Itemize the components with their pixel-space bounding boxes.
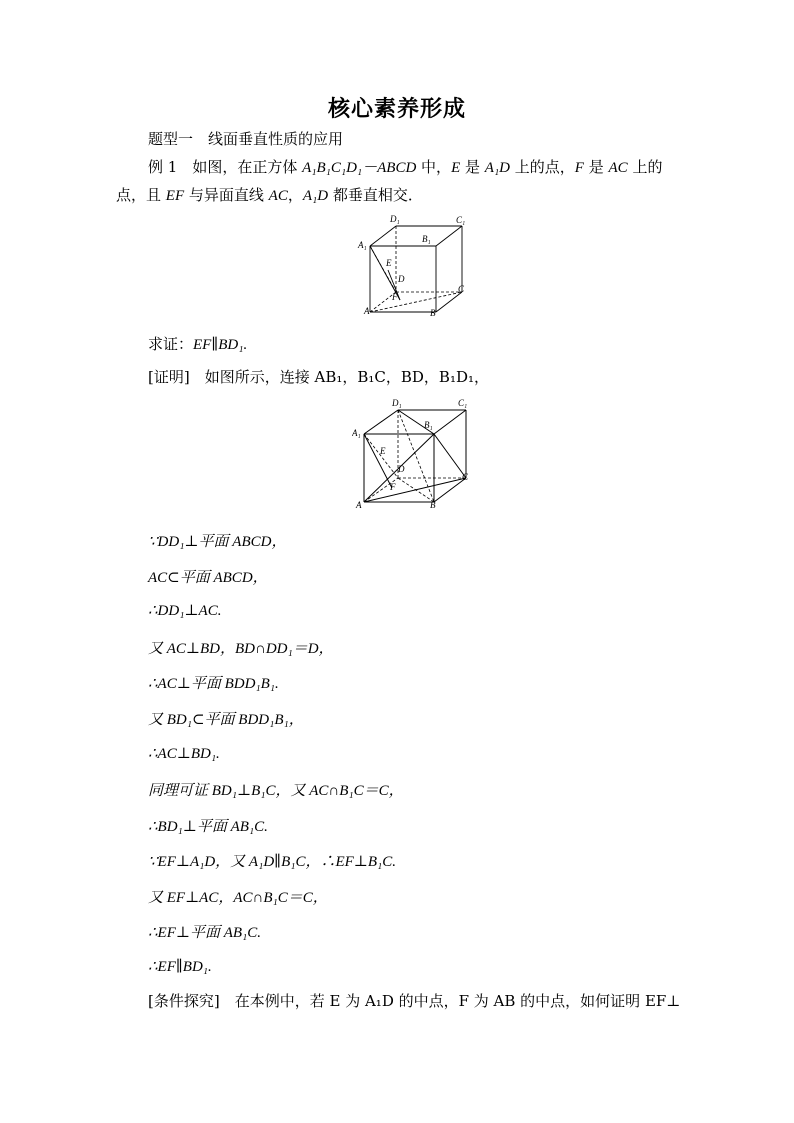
label-F: F	[390, 482, 396, 492]
proof-line: 同理可证 BD₁⊥B₁C，又 AC∩B₁C＝C，	[148, 783, 404, 799]
label-B1: B₁	[424, 420, 433, 430]
label-C: C	[462, 472, 469, 482]
label-B: B	[430, 308, 436, 318]
proof-line: ∴EF∥BD₁.	[148, 959, 212, 975]
label-A1: A₁	[352, 428, 361, 438]
label-D: D	[398, 464, 405, 474]
cube-diagram-2	[352, 392, 480, 514]
section-heading: 题型一 线面垂直性质的应用	[148, 130, 344, 148]
condition-label: [条件探究]	[148, 992, 220, 1010]
cube-figure-2	[352, 392, 480, 514]
proof-line: ∴EF⊥平面 AB₁C.	[148, 925, 262, 941]
label-B: B	[430, 500, 436, 510]
proof-line: ∵EF⊥A₁D，又 A₁D∥B₁C，∴EF⊥B₁C.	[148, 854, 397, 870]
example-line-2: 点，且 EF 与异面直线 AC，A₁D 都垂直相交．	[116, 186, 423, 204]
proof-line: 又 AC⊥BD，BD∩DD₁＝D，	[148, 641, 334, 657]
prove-line	[148, 333, 247, 354]
proof-line: AC⊂平面 ABCD，	[148, 570, 268, 586]
label-C1: C₁	[456, 215, 466, 225]
label-A: A	[364, 306, 370, 316]
label-A1: A₁	[358, 240, 367, 250]
label-E: E	[380, 446, 386, 456]
label-A: A	[356, 500, 362, 510]
proof-label: [证明]	[148, 368, 190, 386]
proof-intro-line	[148, 366, 489, 387]
example-line-1: 例 1 如图，在正方体 A₁B₁C₁D₁－ABCD 中，E 是 A₁D 上的点，F 是 AC 上的	[148, 158, 663, 176]
label-C: C	[458, 284, 465, 294]
cube-diagram-1	[356, 210, 468, 324]
example-label: 例 1	[148, 158, 178, 176]
page-title: 核心素养形成	[327, 96, 466, 122]
label-C1: C₁	[458, 398, 468, 408]
proof-intro-text: 如图所示，连接 AB₁，B₁C，BD，B₁D₁，	[189, 368, 489, 386]
cube-name: A₁B₁C₁D₁－ABCD	[302, 160, 417, 176]
cube-figure-1	[356, 210, 468, 324]
condition-text: 在本例中，若 E 为 A₁D 的中点，F 为 AB 的中点，如何证明 EF⊥	[219, 992, 681, 1010]
proof-line: ∴AC⊥平面 BDD₁B₁.	[148, 676, 279, 692]
proof-line: 又 BD₁⊂平面 BDD₁B₁，	[148, 712, 304, 728]
label-D1: D₁	[390, 214, 400, 224]
label-E: E	[386, 258, 392, 268]
prove-statement: EF∥BD₁.	[193, 337, 248, 353]
label-F: F	[392, 292, 398, 302]
proof-line: ∴AC⊥BD₁.	[148, 746, 220, 762]
proof-line: 又 EF⊥AC，AC∩B₁C＝C，	[148, 890, 328, 906]
prove-label: 求证：	[148, 335, 194, 353]
label-D: D	[398, 274, 405, 284]
proof-line: ∴BD₁⊥平面 AB₁C.	[148, 819, 268, 835]
proof-line: ∴DD₁⊥AC.	[148, 603, 222, 619]
condition-line	[148, 990, 680, 1011]
label-D1: D₁	[392, 398, 402, 408]
label-B1: B₁	[422, 234, 431, 244]
proof-line: ∵DD₁⊥平面 ABCD，	[148, 534, 287, 550]
